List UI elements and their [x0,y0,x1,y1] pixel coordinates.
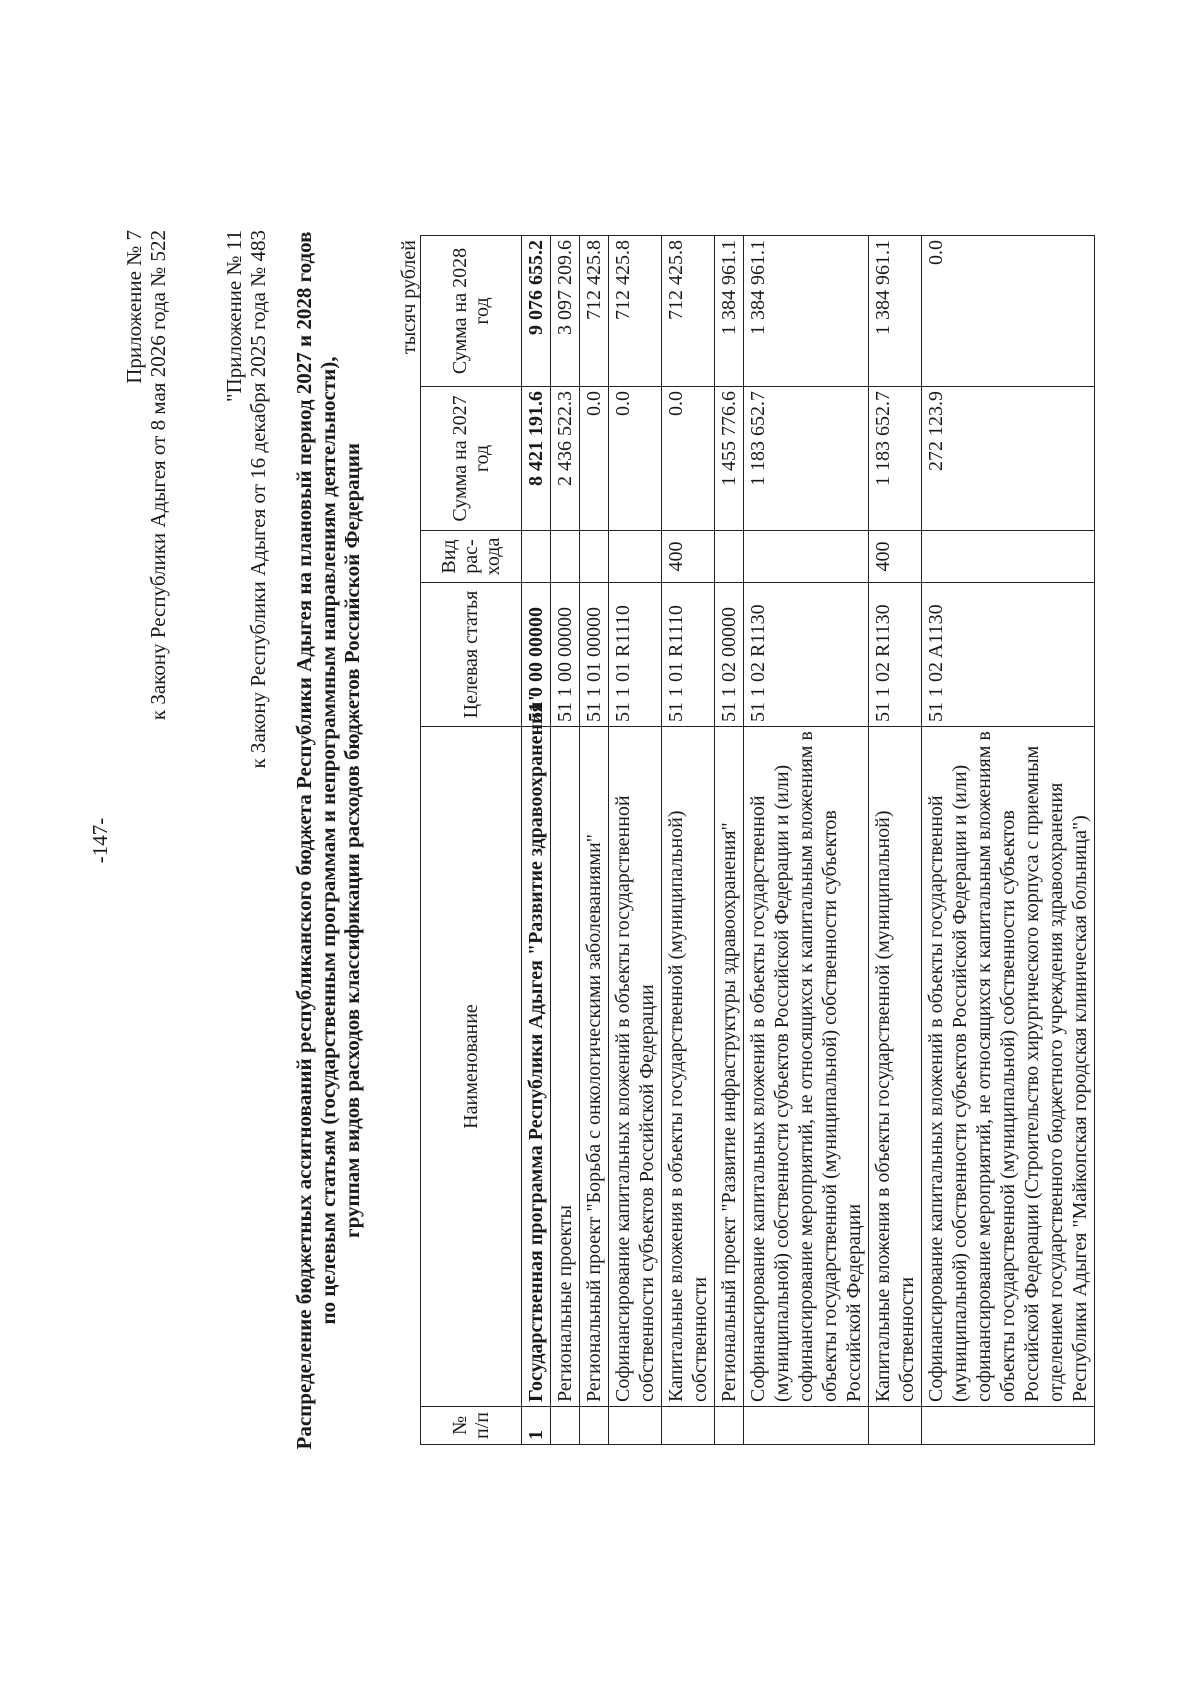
title-line1: Распределение бюджетных ассигнований республиканского бюджета Республики Адыгея на плановый период 2027 и 2028 годов [292,231,316,1450]
row-name: Региональные проекты [551,727,580,1407]
row-sum-2027: 0.0 [609,387,662,531]
document-title [292,0,364,1681]
row-sum-2027: 0.0 [580,387,609,531]
row-target: 51 1 01 R1110 [609,583,662,727]
table-row [662,236,715,1445]
page-number: -147- [88,817,112,864]
row-name: Софинансирование капитальных вложений в объекты государственной собственности субъектов Российской Федерации [609,727,662,1407]
row-sum-2027: 8 421 191.6 [522,387,551,531]
row-sum-2028: 0.0 [922,236,1095,387]
row-sum-2028: 9 076 655.2 [522,236,551,387]
row-kind [580,531,609,583]
row-no [662,1407,715,1445]
appendix-11-reference [222,230,270,769]
row-target: 51 1 02 R1130 [744,583,869,727]
table-row [869,236,922,1445]
table-row [744,236,869,1445]
row-name: Государственная программа Республики Адыгея "Развитие здравоохранения" [522,727,551,1407]
row-no: 1 [522,1407,551,1445]
appendix-11-line1: "Приложение № 11 [222,230,246,403]
row-no [551,1407,580,1445]
row-sum-2027: 1 455 776.6 [715,387,744,531]
header-sum-2027: Сумма на 2027 год [421,387,522,531]
row-no [744,1407,869,1445]
header-name: Наименование [421,727,522,1407]
row-sum-2028: 1 384 961.1 [869,236,922,387]
row-kind [522,531,551,583]
row-target: 51 1 00 00000 [551,583,580,727]
row-sum-2027: 1 183 652.7 [744,387,869,531]
row-sum-2028: 712 425.8 [609,236,662,387]
table-header-row [421,236,522,1445]
row-sum-2027: 0.0 [662,387,715,531]
row-sum-2028: 1 384 961.1 [715,236,744,387]
row-kind [922,531,1095,583]
row-target: 51 0 00 00000 [522,583,551,727]
row-no [580,1407,609,1445]
appendix-7-line2: к Закону Республики Адыгея от 8 мая 2026 года № 522 [146,230,170,721]
table-row [715,236,744,1445]
row-no [609,1407,662,1445]
row-kind [744,531,869,583]
header-sum-2028: Сумма на 2028 год [421,236,522,387]
row-sum-2027: 1 183 652.7 [869,387,922,531]
row-kind [609,531,662,583]
title-line3: группам видов расходов классификации расходов бюджетов Российской Федерации [340,443,364,1238]
row-name: Региональный проект "Борьба с онкологическими заболеваниями" [580,727,609,1407]
row-kind: 400 [662,531,715,583]
row-target: 51 1 02 R1130 [869,583,922,727]
row-sum-2028: 712 425.8 [580,236,609,387]
title-line2: по целевым статьям (государственным программам и непрограммным направлениям деятельности), [316,356,340,1325]
table-row [522,236,551,1445]
row-target: 51 1 02 00000 [715,583,744,727]
row-target: 51 1 02 A1130 [922,583,1095,727]
row-name: Капитальные вложения в объекты государственной (муниципальной) собственности [869,727,922,1407]
row-name: Региональный проект "Развитие инфраструктуры здравоохранения" [715,727,744,1407]
row-target: 51 1 01 00000 [580,583,609,727]
row-sum-2028: 712 425.8 [662,236,715,387]
budget-table [420,235,1095,1445]
header-target: Целевая статья [421,583,522,727]
row-sum-2028: 3 097 209.6 [551,236,580,387]
header-kind: Вид рас-хода [421,531,522,583]
row-no [715,1407,744,1445]
row-kind: 400 [869,531,922,583]
table-row [551,236,580,1445]
row-sum-2028: 1 384 961.1 [744,236,869,387]
row-name: Софинансирование капитальных вложений в объекты государственной (муниципальной) собственности субъектов Российской Федерации и (или) софинансирование мероприятий, не относящихся к капитальным вложениям в объекты государственной (муниципальной) собственности субъектов Российской Федерации [744,727,869,1407]
table-row [922,236,1095,1445]
row-target: 51 1 01 R1110 [662,583,715,727]
appendix-11-line2: к Закону Республики Адыгея от 16 декабря 2025 года № 483 [246,230,270,769]
appendix-7-reference [122,230,170,720]
row-sum-2027: 272 123.9 [922,387,1095,531]
table-row [580,236,609,1445]
units-label: тысяч рублей [398,240,420,355]
row-kind [551,531,580,583]
header-no: № п/п [421,1407,522,1445]
row-name: Капитальные вложения в объекты государственной (муниципальной) собственности [662,727,715,1407]
table-row [609,236,662,1445]
row-no [922,1407,1095,1445]
row-sum-2027: 2 436 522.3 [551,387,580,531]
row-name: Софинансирование капитальных вложений в объекты государственной (муниципальной) собственности субъектов Российской Федерации и (или) софинансирование мероприятий, не относящихся к капитальным вложениям в объекты государственной (муниципальной) собственности субъектов Российской Федерации (Строительство хирургического корпуса с приемным отделением государственного бюджетного учреждения здравоохранения Республики Адыгея "Майкопская городская клиническая больница") [922,727,1095,1407]
appendix-7-line1: Приложение № 7 [122,230,146,384]
row-kind [715,531,744,583]
row-no [869,1407,922,1445]
